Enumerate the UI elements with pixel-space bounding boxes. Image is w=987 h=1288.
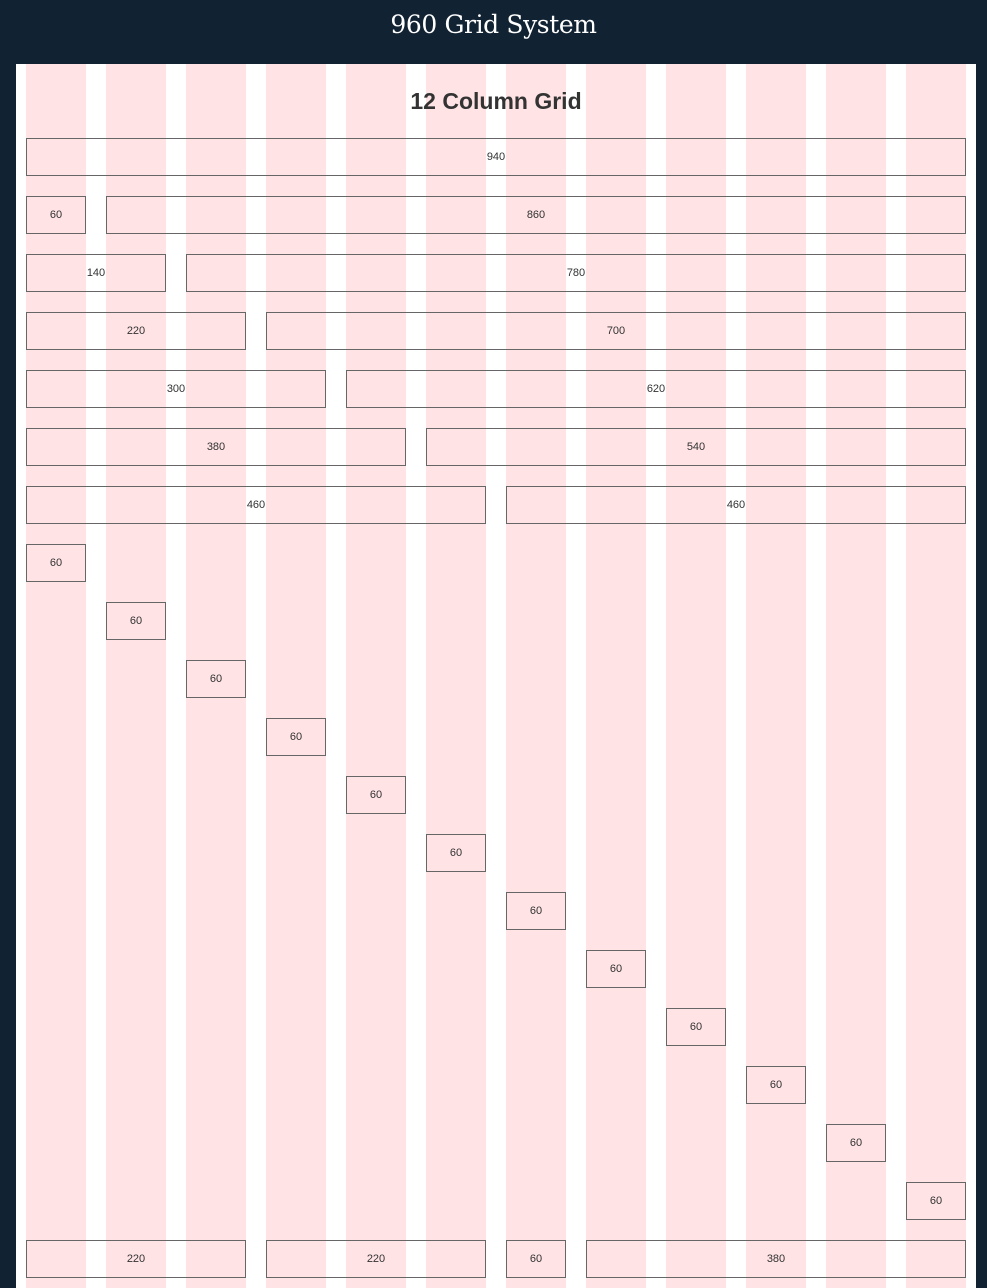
grid-cell: 220	[26, 1240, 246, 1278]
grid-cell: 860	[106, 196, 966, 234]
grid-cell: 540	[426, 428, 966, 466]
grid-cell: 60	[906, 1182, 966, 1220]
grid-cell: 60	[826, 1124, 886, 1162]
column-stripe	[666, 64, 726, 1288]
column-stripe	[506, 64, 566, 1288]
column-stripe	[106, 64, 166, 1288]
grid-title: 12 Column Grid	[410, 88, 582, 114]
site-header	[0, 0, 987, 64]
grid-cell: 60	[426, 834, 486, 872]
grid-cell: 220	[266, 1240, 486, 1278]
grid-cell: 940	[26, 138, 966, 176]
column-stripe	[266, 64, 326, 1288]
grid-container	[16, 64, 976, 1288]
grid-cell: 380	[26, 428, 406, 466]
grid-cell: 60	[506, 892, 566, 930]
grid-cell: 60	[26, 544, 86, 582]
grid-cell: 60	[506, 1240, 566, 1278]
grid-cell: 60	[266, 718, 326, 756]
grid-cell: 60	[106, 602, 166, 640]
grid-cell: 700	[266, 312, 966, 350]
grid-cell: 460	[506, 486, 966, 524]
grid-cell: 460	[26, 486, 486, 524]
column-stripe	[426, 64, 486, 1288]
grid-cell: 300	[26, 370, 326, 408]
site-title: 960 Grid System	[390, 10, 597, 39]
grid-cell: 380	[586, 1240, 966, 1278]
column-stripe	[586, 64, 646, 1288]
grid-cell: 620	[346, 370, 966, 408]
grid-cell: 140	[26, 254, 166, 292]
grid-cell: 220	[26, 312, 246, 350]
column-stripe	[26, 64, 86, 1288]
grid-cell: 60	[746, 1066, 806, 1104]
grid-cell: 60	[186, 660, 246, 698]
column-stripe	[906, 64, 966, 1288]
column-stripe	[826, 64, 886, 1288]
grid-cell: 780	[186, 254, 966, 292]
grid-cell: 60	[666, 1008, 726, 1046]
column-stripe	[746, 64, 806, 1288]
grid-cell: 60	[26, 196, 86, 234]
grid-cell: 60	[586, 950, 646, 988]
column-stripe	[346, 64, 406, 1288]
grid-cell: 60	[346, 776, 406, 814]
